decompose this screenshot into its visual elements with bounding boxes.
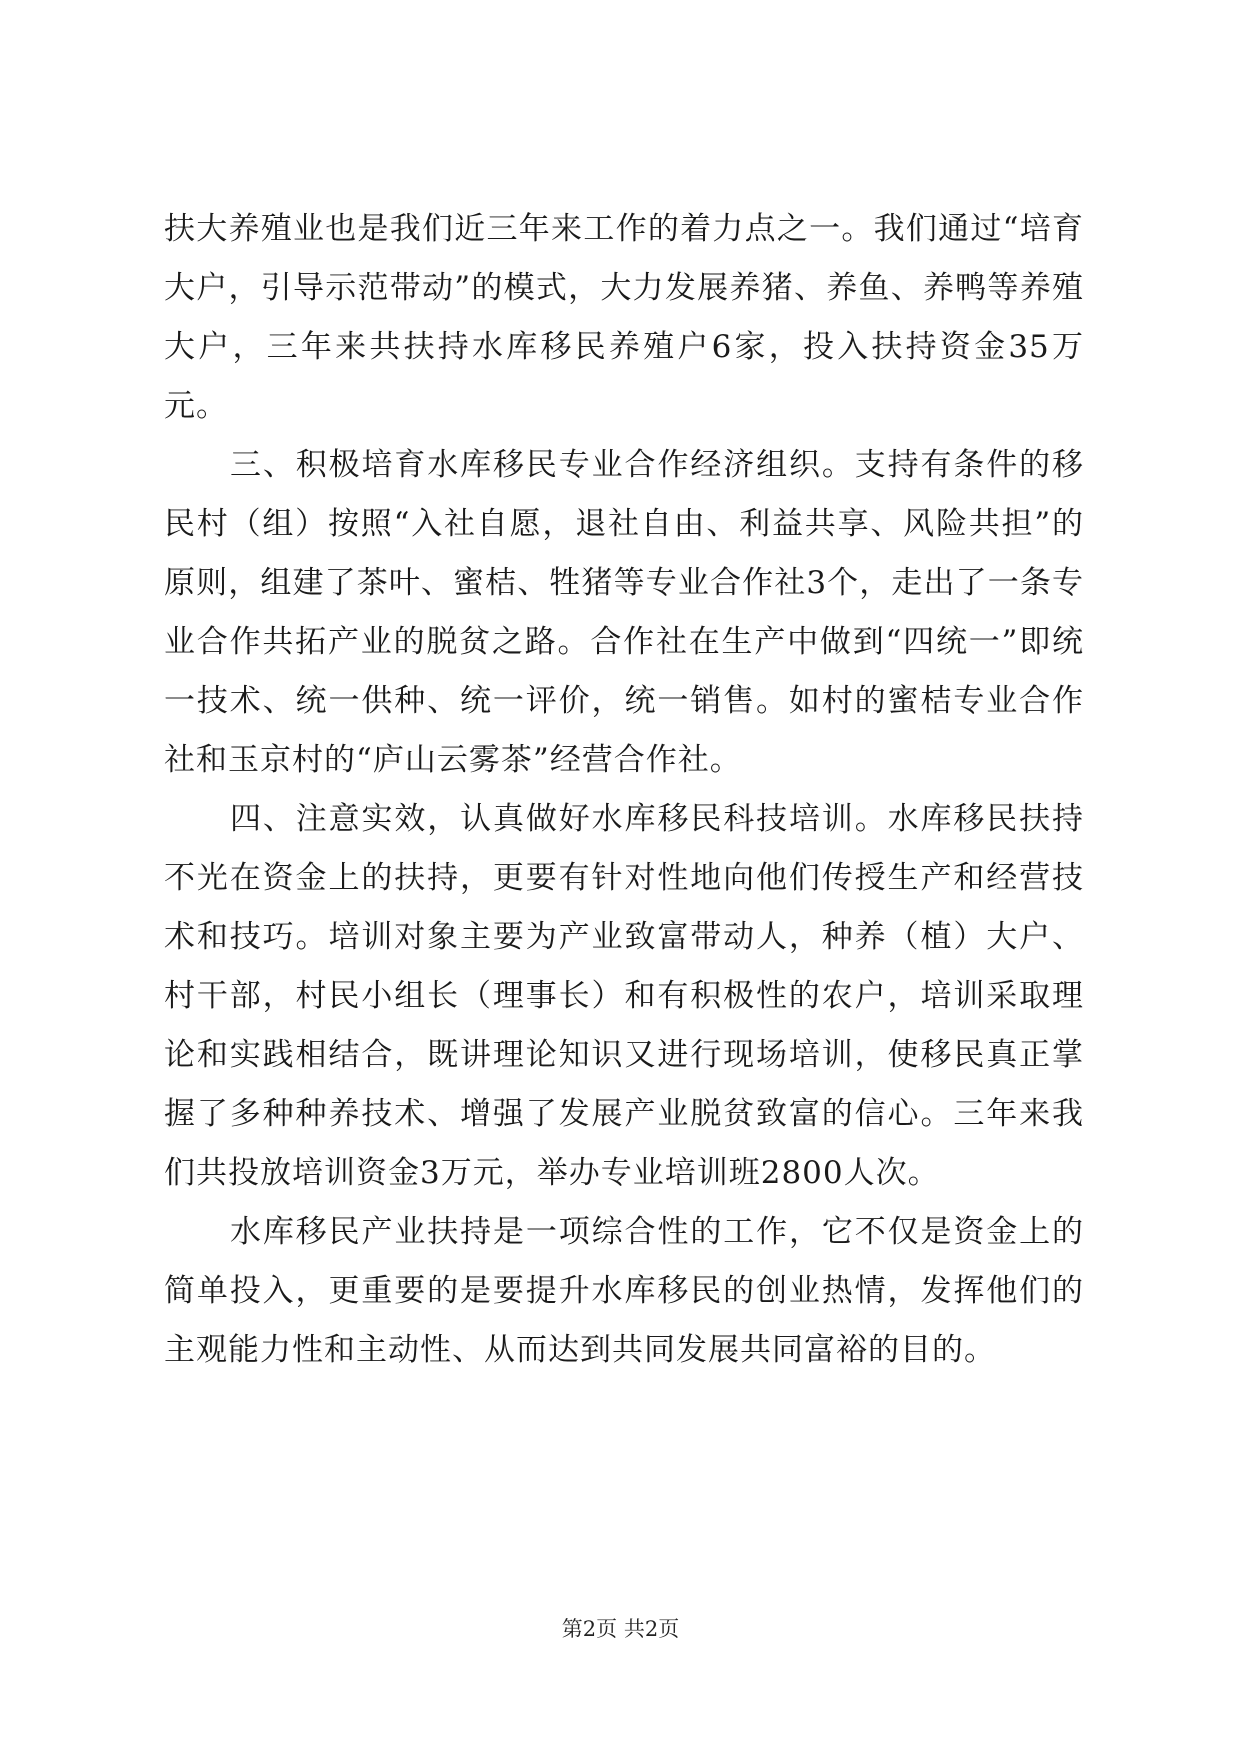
paragraph-cooperatives: 三、积极培育水库移民专业合作经济组织。支持有条件的移民村（组）按照“入社自愿，退社自由、利益共享、风险共担”的原则，组建了茶叶、蜜桔、牲猪等专业合作社3个，走出了一条专业合作共拓产业的脱贫之路。合作社在生产中做到“四统一”即统一技术、统一供种、统一评价，统一销售。如村的蜜桔专业合作社和玉京村的“庐山云雾茶”经营合作社。 — [164, 447, 1084, 778]
page-number-footer: 第2页 共2页 — [561, 1617, 680, 1641]
paragraph-breeding-support: 扶大养殖业也是我们近三年来工作的着力点之一。我们通过“培育大户，引导示范带动”的模式，大力发展养猪、养鱼、养鸭等养殖大户，三年来共扶持水库移民养殖户6家，投入扶持资金35万元。 — [164, 211, 1084, 424]
paragraph-conclusion: 水库移民产业扶持是一项综合性的工作，它不仅是资金上的简单投入，更重要的是要提升水库移民的创业热情，发挥他们的主观能力性和主动性、从而达到共同发展共同富裕的目的。 — [164, 1214, 1084, 1368]
document-body — [164, 200, 1084, 1380]
paragraph-training: 四、注意实效，认真做好水库移民科技培训。水库移民扶持不光在资金上的扶持，更要有针对性地向他们传授生产和经营技术和技巧。培训对象主要为产业致富带动人，种养（植）大户、村干部，村民小组长（理事长）和有积极性的农户，培训采取理论和实践相结合，既讲理论知识又进行现场培训，使移民真正掌握了多种种养技术、增强了发展产业脱贫致富的信心。三年来我们共投放培训资金3万元，举办专业培训班2800人次。 — [164, 801, 1084, 1191]
